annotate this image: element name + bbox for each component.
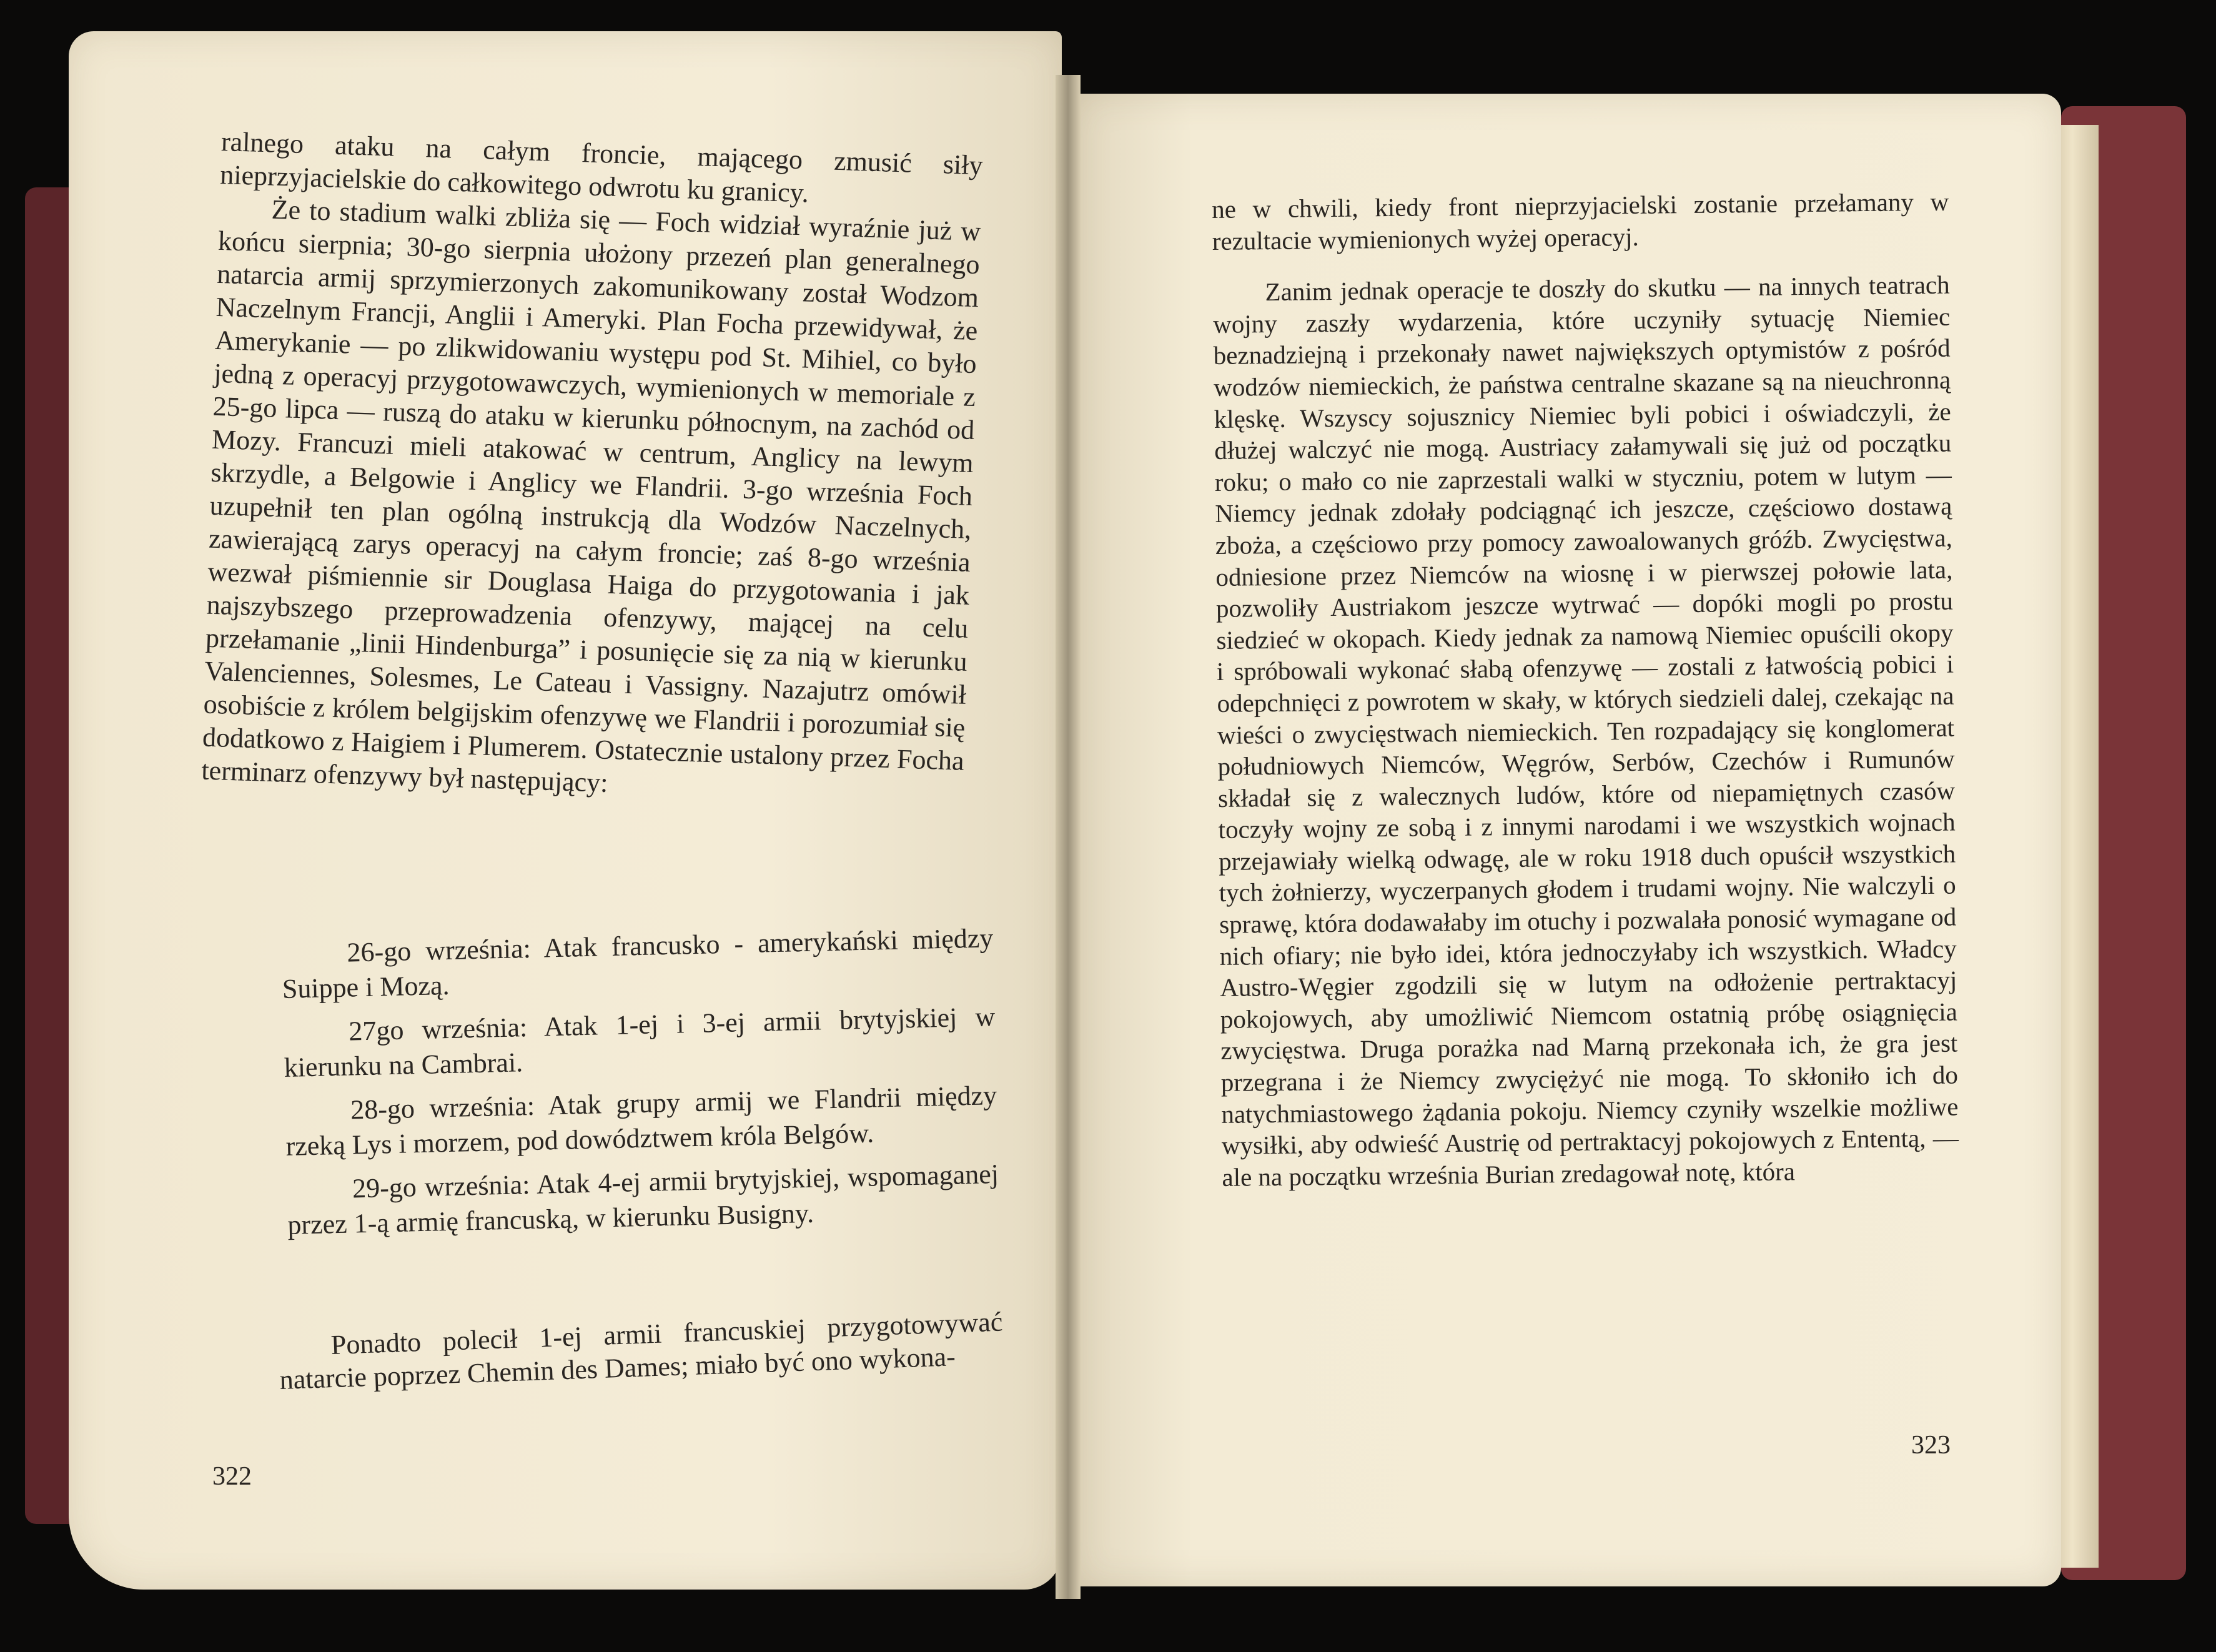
left-paragraph-2: Że to stadium walki zbliża się — Foch widział wyraźnie już w końcu sierpnia; 30-go sierpnia ułożony przezeń plan generalnego natarcia armij sprzymierzonych zakomunikowany został Wodzom Naczelnym Francji, Anglii i Ameryki. Plan Focha przewidywał, że Amerykanie — po zlikwidowaniu występu pod St. Mihiel, co było jedną z operacyj przygotowawczych, wymienionych w memoriale z 25-go lipca — ruszą do ataku w kierunku północnym, na zachód od Mozy. Francuzi mieli atakować w centrum, Anglicy na lewym skrzydle, a Belgowie i Anglicy we Flandrii. 3-go września Foch uzupełnił ten plan ogólną instrukcją dla Wodzów Naczelnych, zawierającą zarys operacyj na całym froncie; zaś 8-go września wezwał piśmiennie sir Douglasa Haiga do przygotowania i jak najszybszego przeprowadzenia ofenzywy, mającej na celu przełamanie „linii Hindenburga” i posunięcie się za nią w kierunku Valenciennes, Solesmes, Le Cateau i Vassigny. Nazajutrz omówił osobiście z królem belgijskim ofenzywę we Flandrii i porozumiał się dodatkowo z Haigiem i Plumerem. Ostatecznie ustalony przez Focha terminarz ofenzywy był następujący: — [200, 194, 982, 798]
left-page-body — [201, 125, 984, 811]
page-number-right: 323 — [1911, 1431, 1951, 1460]
page-number-left: 322 — [212, 1462, 252, 1491]
right-paragraph-1: ne w chwili, kiedy front nieprzyjacielski zostanie przełamany w rezultacie wymienionych wyżej operacyj. — [1212, 187, 1949, 255]
page-edges — [2055, 125, 2099, 1568]
schedule-item-26: 26-go września: Atak francusko - amerykański między Suippe i Mozą. — [282, 922, 994, 1004]
schedule-item-29: 29-go września: Atak 4-ej armii brytyjskiej, wspomaganej przez 1-ą armię francuską, w kierunku Busigny. — [287, 1159, 999, 1240]
right-paragraph-2: Zanim jednak operacje te doszły do skutku — na innych teatrach wojny zaszły wydarzenia, które uczyniły sytuację Niemiec beznadziejną i przekonały nawet największych optymistów z pośród wodzów niemieckich, że państwa centralne skazane są na nieuchronną klęskę. Wszyscy sojusznicy Niemiec byli pobici i oświadczyli, że dłużej walczyć nie mogą. Austriacy załamywali się już od początku roku; o mało co nie zaprzestali walki w styczniu, potem w lutym — Niemcy jednak zdołały podciągnąć ich jeszcze, częściowo dostawą zboża, a częściowo przy pomocy zawoalowanych gróźb. Zwycięstwa, odniesione przez Niemców na wiosnę i w pierwszej połowie lata, pozwoliły Austriakom jeszcze wytrwać — dopóki mogli po prostu siedzieć w okopach. Kiedy jednak za namową Niemiec opuścili okopy i spróbowali wykonać słabą ofenzywę — zostali z łatwością pobici i odepchnięci z powrotem w skały, w których siedzieli dalej, czekając na wieści o zwycięstwach niemieckich. Ten rozpadający się konglomerat południowych Niemców, Węgrów, Serbów, Czechów i Rumunów składał się z walecznych ludów, które od niepamiętnych czasów toczyły wojny ze sobą i z innymi narodami i we wszystkich wojnach przejawiały wielką odwagę, ale w roku 1918 duch opuścił wszystkich tych żołnierzy, wyczerpanych głodem i trudami wojny. Nie walczyli o sprawę, która dodawałaby im otuchy i pozwalała ponosić wymagane od nich ofiary; nie było idei, która jednoczyłaby ich wszystkich. Władcy Austro-Węgier zgodzili się w lutym na odłożenie pertraktacyj pokojowych, aby umożliwić Niemcom ostatnią próbę osiągnięcia zwycięstwa. Druga porażka nad Marną przekonała ich, że gra jest przegrana i że Niemcy zwyciężyć nie mogą. To skłoniło ich do natychmiastowego żądania pokoju. Niemcy czyniły wszelkie możliwe wysiłki, aby odwieść Austrię od pertraktacyj pokojowych z Ententą, — ale na początku września Burian zredagował notę, która — [1212, 270, 1959, 1192]
offensive-schedule — [281, 921, 1000, 1252]
left-paragraph-1: ralnego ataku na całym froncie, mającego zmusić siły nieprzyjacielskie do całkowitego odwrotu ku granicy. — [219, 126, 984, 209]
schedule-item-27: 27go września: Atak 1-ej i 3-ej armii brytyjskiej w kierunku na Cambrai. — [284, 1001, 996, 1083]
book-gutter — [1056, 75, 1081, 1599]
right-page-body — [1212, 186, 1959, 1194]
schedule-item-28: 28-go września: Atak grupy armij we Flandrii między rzeką Lys i morzem, pod dowództwem króla Belgów. — [285, 1080, 997, 1162]
left-paragraph-3: Ponadto polecił 1-ej armii francuskiej przygotowywać natarcie poprzez Chemin des Dames; miało być ono wykona- — [279, 1306, 1004, 1395]
